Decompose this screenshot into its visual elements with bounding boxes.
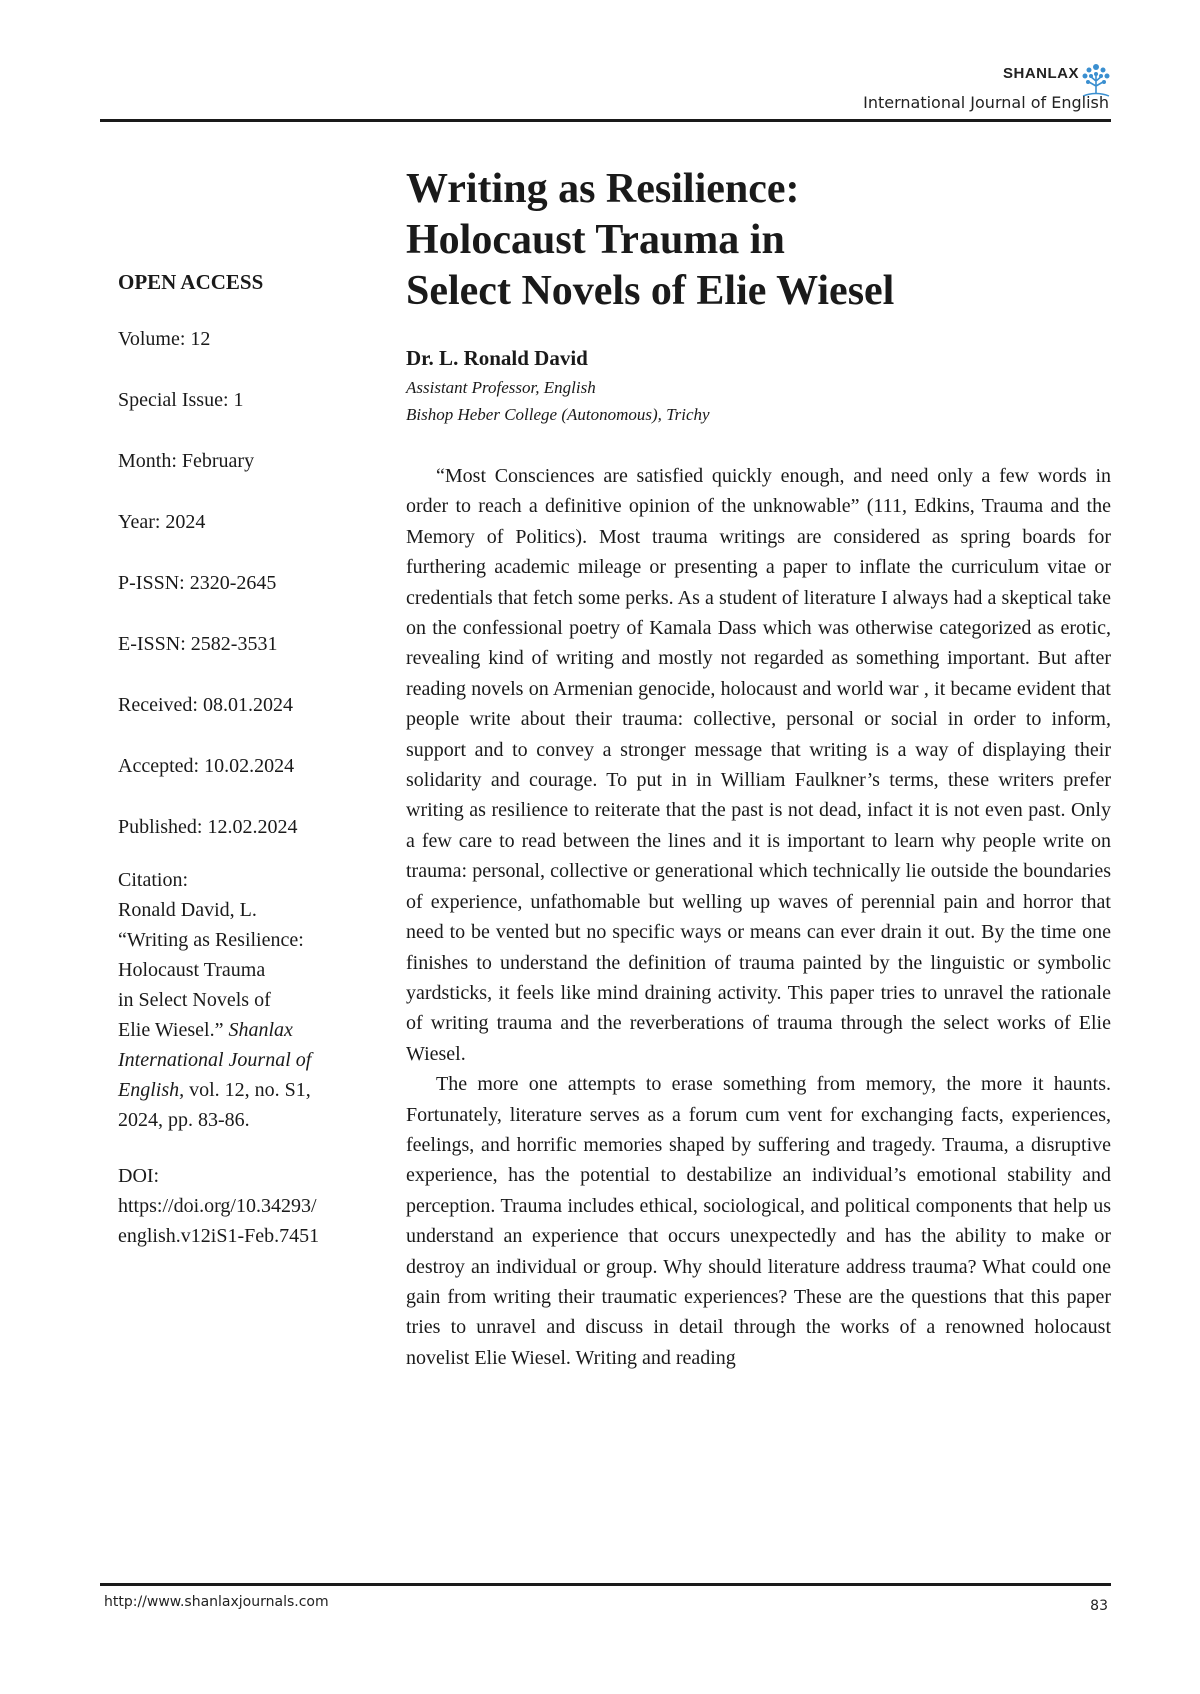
e-issn: E-ISSN: 2582-3531	[118, 633, 278, 655]
article-title	[406, 164, 894, 317]
citation-journal: Shanlax	[228, 1019, 293, 1041]
body-paragraph: The more one attempts to erase something from memory, the more it haunts. Fortunately, literature serves as a forum cum vent for exchanging facts, experiences, feelings, and horrific memories shaped by suffering and tragedy. Trauma, a disruptive experience, has the potential to destabilize an individual’s emotional stability and perception. Trauma includes ethical, sociological, and political components that help us understand an experience that occurs unexpectedly and has the ability to make or destroy an individual or group. Why should literature address trauma? What could one gain from writing their traumatic experiences? These are the questions that this paper tries to unravel and discuss in detail through the works of a renowned holocaust novelist Elie Wiesel. Writing and reading	[406, 1073, 1111, 1369]
header-divider	[100, 119, 1111, 122]
title-line: Writing as Resilience:	[406, 166, 800, 212]
citation-line	[118, 1015, 388, 1045]
footer-divider	[100, 1583, 1111, 1586]
published-date: Published: 12.02.2024	[118, 816, 298, 838]
citation-line: Ronald David, L.	[118, 899, 257, 921]
author-affiliation	[406, 374, 710, 428]
logo-text: SHANLAX	[1002, 65, 1079, 82]
article-sidebar	[118, 270, 388, 1251]
citation-journal: English,	[118, 1079, 185, 1101]
open-access-label: OPEN ACCESS	[118, 270, 264, 294]
journal-name: International Journal of English	[863, 93, 1109, 112]
accepted-date: Accepted: 10.02.2024	[118, 755, 295, 777]
page-number: 83	[1090, 1598, 1108, 1614]
p-issn: P-ISSN: 2320-2645	[118, 572, 277, 594]
citation-journal: International Journal of	[118, 1049, 312, 1071]
citation-text: Elie Wiesel.”	[118, 1019, 229, 1041]
doi-label: DOI:	[118, 1165, 160, 1187]
title-line: Holocaust Trauma in	[406, 217, 785, 263]
citation-line	[118, 1075, 388, 1105]
doi-link[interactable]: english.v12iS1-Feb.7451	[118, 1225, 320, 1247]
affiliation-line: Assistant Professor, English	[406, 378, 596, 397]
footer-website-link[interactable]: http://www.shanlaxjournals.com	[104, 1594, 329, 1610]
special-issue: Special Issue: 1	[118, 389, 244, 411]
month: Month: February	[118, 450, 255, 472]
author-name: Dr. L. Ronald David	[406, 346, 588, 370]
title-line: Select Novels of Elie Wiesel	[406, 268, 895, 314]
citation-line: Holocaust Trauma	[118, 959, 266, 981]
volume: Volume: 12	[118, 328, 211, 350]
citation-text: vol. 12, no. S1,	[184, 1079, 311, 1101]
citation-line	[118, 1045, 388, 1075]
received-date: Received: 08.01.2024	[118, 694, 293, 716]
affiliation-line: Bishop Heber College (Autonomous), Trichy	[406, 405, 710, 424]
citation-line: in Select Novels of	[118, 989, 271, 1011]
doi-block	[118, 1161, 388, 1251]
article-body	[406, 461, 1111, 1373]
citation-block	[118, 865, 388, 1135]
citation-label: Citation:	[118, 869, 188, 891]
year: Year: 2024	[118, 511, 206, 533]
citation-line: 2024, pp. 83-86.	[118, 1109, 250, 1131]
doi-link[interactable]: https://doi.org/10.34293/	[118, 1195, 317, 1217]
body-paragraph: “Most Consciences are satisfied quickly enough, and need only a few words in order to reach a definitive opinion of the unknowable” (111, Edkins, Trauma and the Memory of Politics). Most trauma writings are considered as spring boards for furthering academic mileage or presenting a paper to inflate the curriculum vitae or credentials that fetch some perks. As a student of literature I always had a skeptical take on the confessional poetry of Kamala Dass which was otherwise categorized as erotic, revealing kind of writing and mostly not regarded as something important. But after reading novels on Armenian genocide, holocaust and world war , it became evident that people write about their trauma: collective, personal or social in order to inform, support and to convey a stronger message that writing is a way of displaying their solidarity and courage. To put in in William Faulkner’s terms, these writers prefer writing as resilience to reiterate that the past is not dead, infact it is not even past. Only a few care to read between the lines and it is important to learn why people write on trauma: personal, collective or generational which technically lie outside the boundaries of experience, unfathomable but welling up waves of perennial pain and horror that need to be vented but no specific ways or means can ever drain it out. By the time one finishes to understand the definition of trauma painted by the linguistic or symbolic yardsticks, it feels like mind draining activity. This paper tries to unravel the rationale of writing trauma and the reverberations of trauma through the select works of Elie Wiesel.	[406, 465, 1111, 1065]
citation-line: “Writing as Resilience:	[118, 929, 304, 951]
